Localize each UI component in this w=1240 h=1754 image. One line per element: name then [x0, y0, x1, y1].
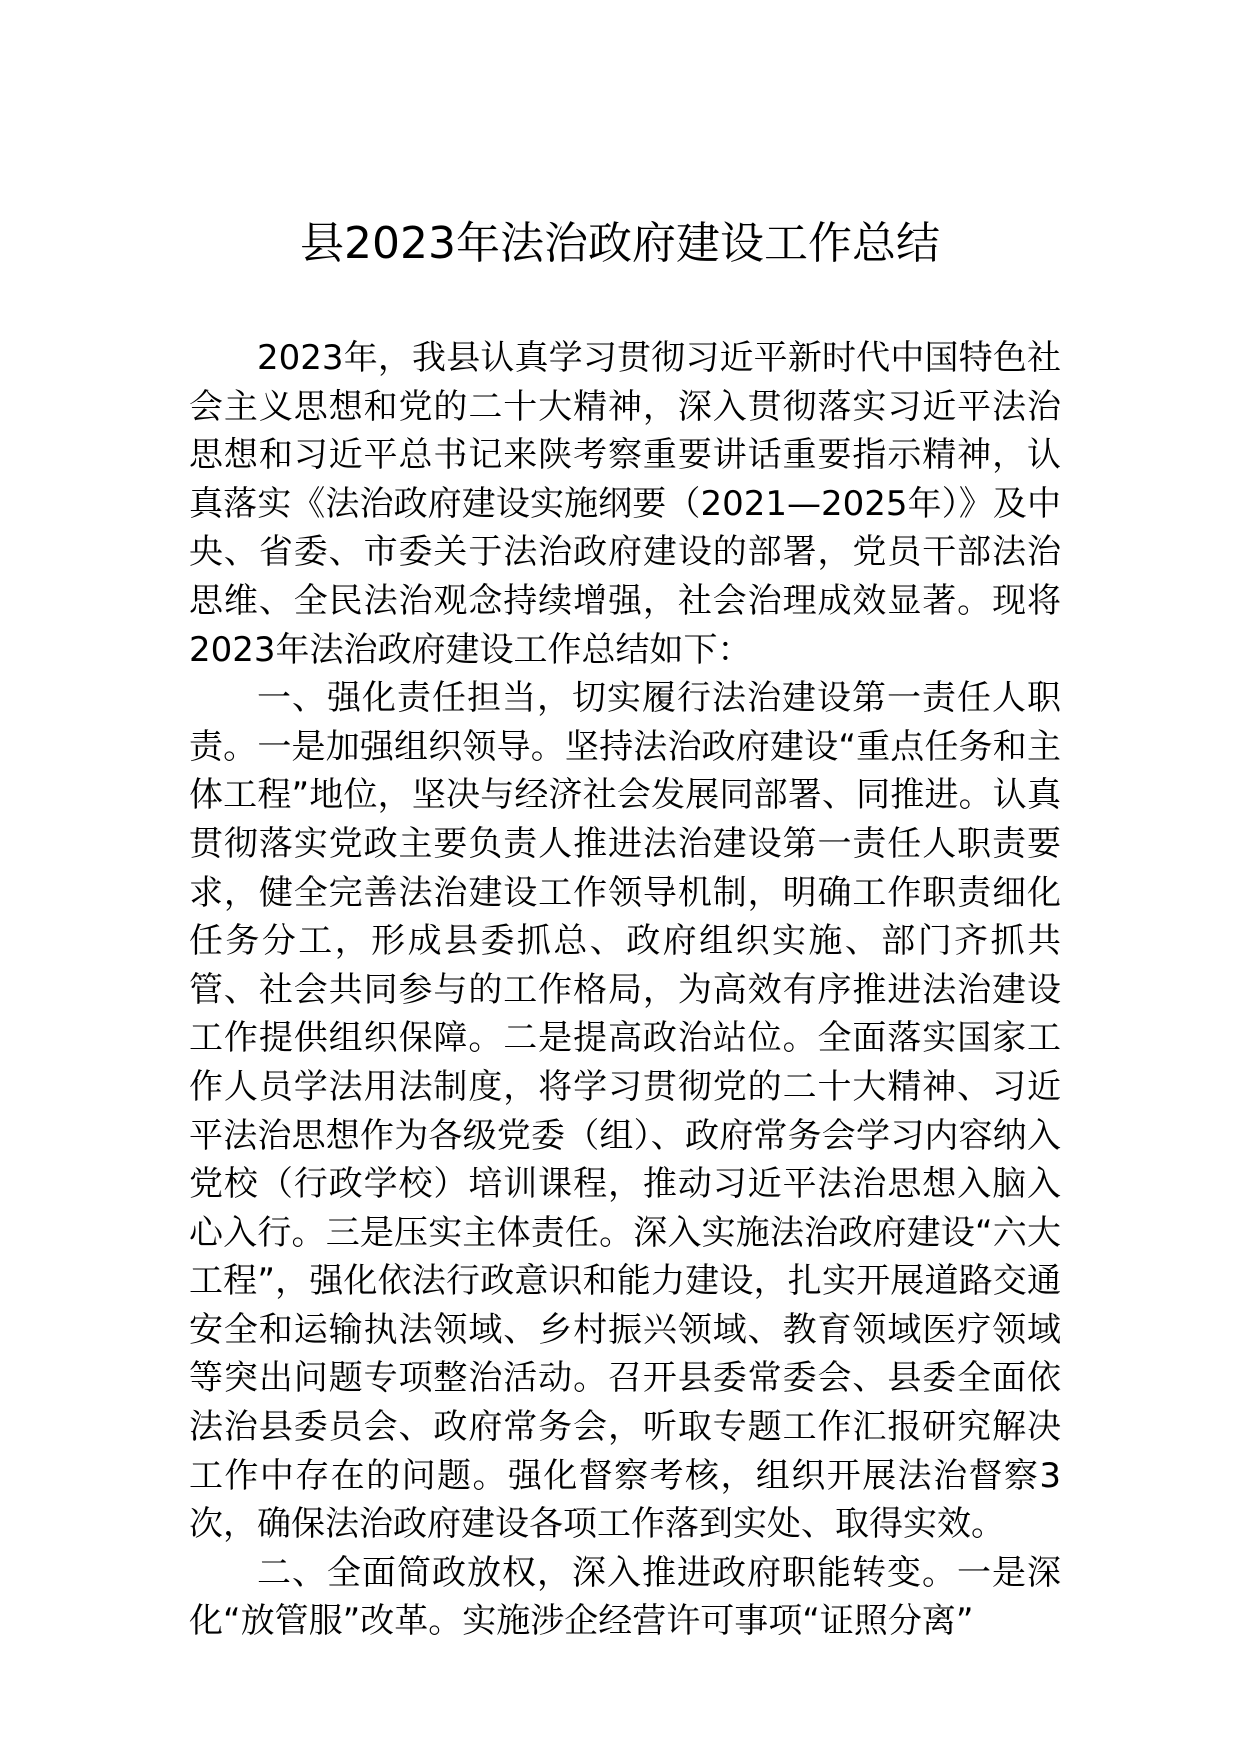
document-title: 县2023年法治政府建设工作总结 [300, 218, 940, 269]
paragraph-section-1: 一、强化责任担当，切实履行法治建设第一责任人职责。一是加强组织领导。坚持法治政府建设“重点任务和主体工程”地位，坚决与经济社会发展同部署、同推进。认真贯彻落实党政主要负责人推进法治建设第一责任人职责要求，健全完善法治建设工作领导机制，明确工作职责细化任务分工，形成县委抓总、政府组织实施、部门齐抓共管、社会共同参与的工作格局，为高效有序推进法治建设工作提供组织保障。二是提高政治站位。全面落实国家工作人员学法用法制度，将学习贯彻党的二十大精神、习近平法治思想作为各级党委（组）、政府常务会学习内容纳入党校（行政学校）培训课程，推动习近平法治思想入脑入心入行。三是压实主体责任。深入实施法治政府建设“六大工程”，强化依法行政意识和能力建设，扎实开展道路交通安全和运输执法领域、乡村振兴领域、教育领域医疗领域等突出问题专项整治活动。召开县委常委会、县委全面依法治县委员会、政府常务会，听取专题工作汇报研究解决工作中存在的问题。强化督察考核，组织开展法治督察3次，确保法治政府建设各项工作落到实处、取得实效。 [189, 678, 1061, 1545]
document-body [189, 334, 1061, 1646]
paragraph-section-2: 二、全面简政放权，深入推进政府职能转变。一是深化“放管服”改革。实施涉企经营许可事项“证照分离” [189, 1552, 1061, 1642]
paragraph-intro: 2023年，我县认真学习贯彻习近平新时代中国特色社会主义思想和党的二十大精神，深入贯彻落实习近平法治思想和习近平总书记来陕考察重要讲话重要指示精神，认真落实《法治政府建设实施纲要（2021—2025年）》及中央、省委、市委关于法治政府建设的部署，党员干部法治思维、全民法治观念持续增强，社会治理成效显著。现将2023年法治政府建设工作总结如下： [189, 338, 1061, 670]
